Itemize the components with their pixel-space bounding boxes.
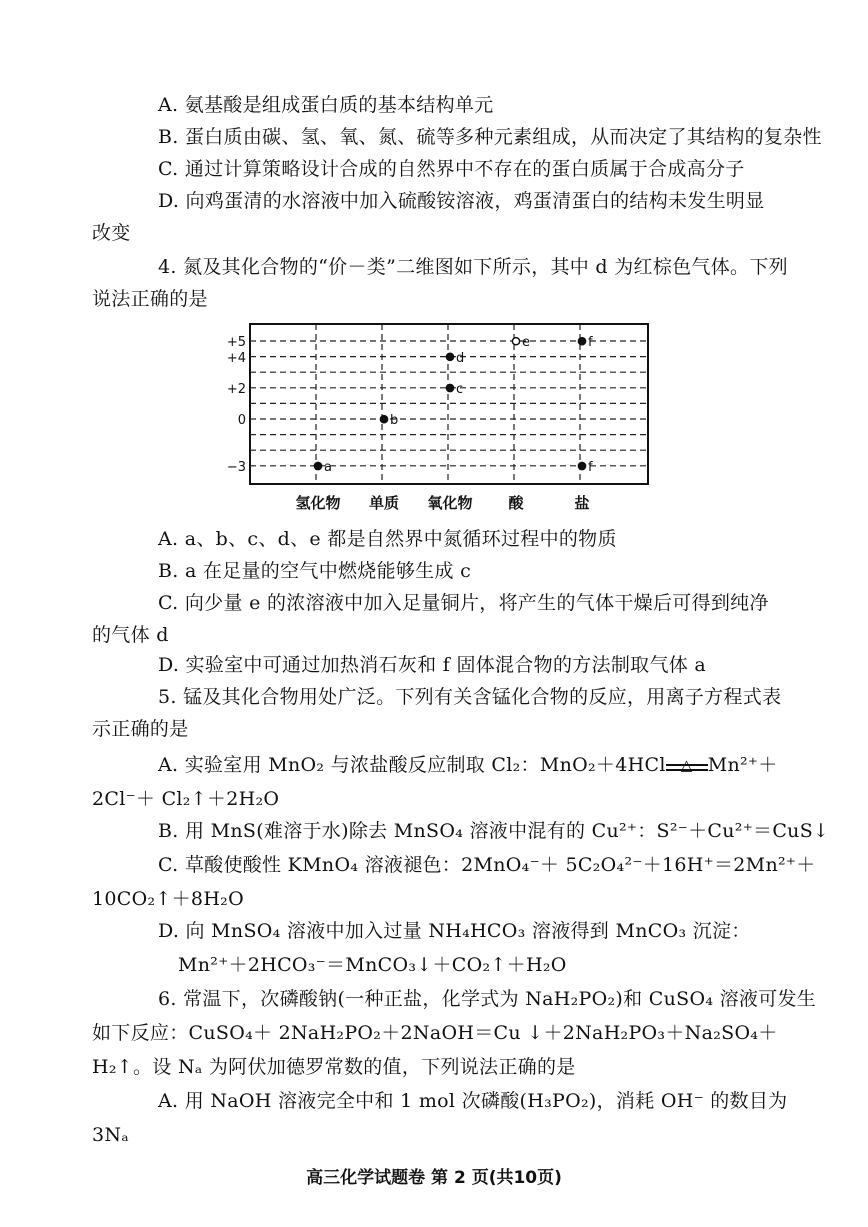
q5-option-d-line2: Mn²⁺＋2HCO₃⁻＝MnCO₃↓＋CO₂↑＋H₂O — [178, 954, 567, 976]
q4-option-a: A. a、b、c、d、e 都是自然界中氮循环过程中的物质 — [158, 528, 617, 550]
point-c — [446, 384, 453, 391]
point-e — [512, 338, 519, 345]
x-tick-label: 氢化物 — [295, 494, 341, 512]
q6-stem-line1: 6. 常温下，次磷酸钠(一种正盐，化学式为 NaH₂PO₂)和 CuSO₄ 溶液可发生 — [158, 988, 817, 1010]
q3-option-b: B. 蛋白质由碳、氢、氧、氮、硫等多种元素组成，从而决定了其结构的复杂性 — [158, 126, 822, 148]
point-label-b: b — [390, 413, 399, 429]
y-tick-label: −3 — [226, 460, 246, 475]
point-f — [578, 338, 585, 345]
point-f — [578, 462, 585, 469]
point-d — [446, 353, 453, 360]
q4-stem-line2: 说法正确的是 — [92, 288, 208, 310]
q5-stem-line2: 示正确的是 — [92, 718, 189, 740]
q4-option-d: D. 实验室中可通过加热消石灰和 f 固体混合物的方法制取气体 a — [158, 654, 707, 676]
q3-option-d-line1: D. 向鸡蛋清的水溶液中加入硫酸铵溶液，鸡蛋清蛋白的结构未发生明显 — [158, 190, 765, 212]
q6-option-a-line2: 3Nₐ — [92, 1124, 129, 1146]
chart-y-ticks — [227, 335, 246, 475]
q5-option-c-line1: C. 草酸使酸性 KMnO₄ 溶液褪色：2MnO₄⁻＋ 5C₂O₄²⁻＋16H⁺＝2Mn²⁺＋ — [158, 854, 816, 876]
q6-stem-line3: H₂↑。设 Nₐ 为阿伏加德罗常数的值，下列说法正确的是 — [92, 1056, 576, 1078]
q6-option-a-line1: A. 用 NaOH 溶液完全中和 1 mol 次磷酸(H₃PO₂)，消耗 OH⁻ 的数目为 — [158, 1090, 788, 1112]
heating-condition: △ — [680, 756, 693, 774]
q4-stem-line1: 4. 氮及其化合物的“价－类”二维图如下所示，其中 d 为红棕色气体。下列 — [158, 256, 788, 278]
point-label-f: f — [588, 460, 593, 475]
point-label-a: a — [324, 460, 332, 475]
x-tick-label: 盐 — [574, 494, 590, 512]
q5-option-a-line2: 2Cl⁻＋ Cl₂↑＋2H₂O — [92, 788, 280, 810]
q5-option-b: B. 用 MnS(难溶于水)除去 MnSO₄ 溶液中混有的 Cu²⁺：S²⁻＋Cu²⁺＝CuS↓ — [158, 820, 830, 842]
point-label-e: e — [522, 335, 530, 351]
q5-option-a-left: A. 实验室用 MnO₂ 与浓盐酸反应制取 Cl₂：MnO₂＋4HCl — [158, 754, 666, 776]
q4-option-c-line1: C. 向少量 e 的浓溶液中加入足量铜片，将产生的气体干燥后可得到纯净 — [158, 592, 769, 614]
valence-class-chart — [0, 0, 868, 520]
q6-stem-line2: 如下反应：CuSO₄＋ 2NaH₂PO₂＋2NaOH＝Cu ↓＋2NaH₂PO₃＋Na₂SO₄＋ — [92, 1022, 778, 1044]
q5-stem-line1: 5. 锰及其化合物用处广泛。下列有关含锰化合物的反应，用离子方程式表 — [158, 686, 782, 708]
y-tick-label: 0 — [237, 413, 246, 429]
heating-equals-sign — [666, 756, 708, 774]
point-a — [314, 462, 321, 469]
point-label-f: f — [588, 335, 593, 351]
q4-option-b: B. a 在足量的空气中燃烧能够生成 c — [158, 560, 472, 582]
q3-option-c: C. 通过计算策略设计合成的自然界中不存在的蛋白质属于合成高分子 — [158, 158, 745, 180]
x-tick-label: 单质 — [368, 494, 400, 512]
q5-option-a-right: Mn²⁺＋ — [707, 754, 778, 776]
chart-x-ticks — [295, 494, 589, 512]
y-tick-label: +4 — [226, 350, 246, 366]
point-b — [380, 416, 387, 423]
page-footer: 高三化学试题卷 第 2 页(共10页) — [306, 1168, 562, 1188]
q3-option-a: A. 氨基酸是组成蛋白质的基本结构单元 — [158, 94, 494, 116]
q3-option-d-line2: 改变 — [92, 222, 131, 244]
y-tick-label: +5 — [226, 335, 246, 351]
q5-option-d-line1: D. 向 MnSO₄ 溶液中加入过量 NH₄HCO₃ 溶液得到 MnCO₃ 沉淀： — [158, 920, 751, 942]
y-tick-label: +2 — [226, 382, 246, 397]
point-label-c: c — [456, 382, 464, 397]
x-tick-label: 酸 — [508, 494, 524, 512]
q5-option-a-line1 — [158, 752, 778, 778]
q4-option-c-line2: 的气体 d — [92, 624, 169, 646]
q5-option-c-line2: 10CO₂↑＋8H₂O — [92, 888, 244, 910]
x-tick-label: 氧化物 — [427, 494, 473, 512]
point-label-d: d — [456, 350, 465, 366]
